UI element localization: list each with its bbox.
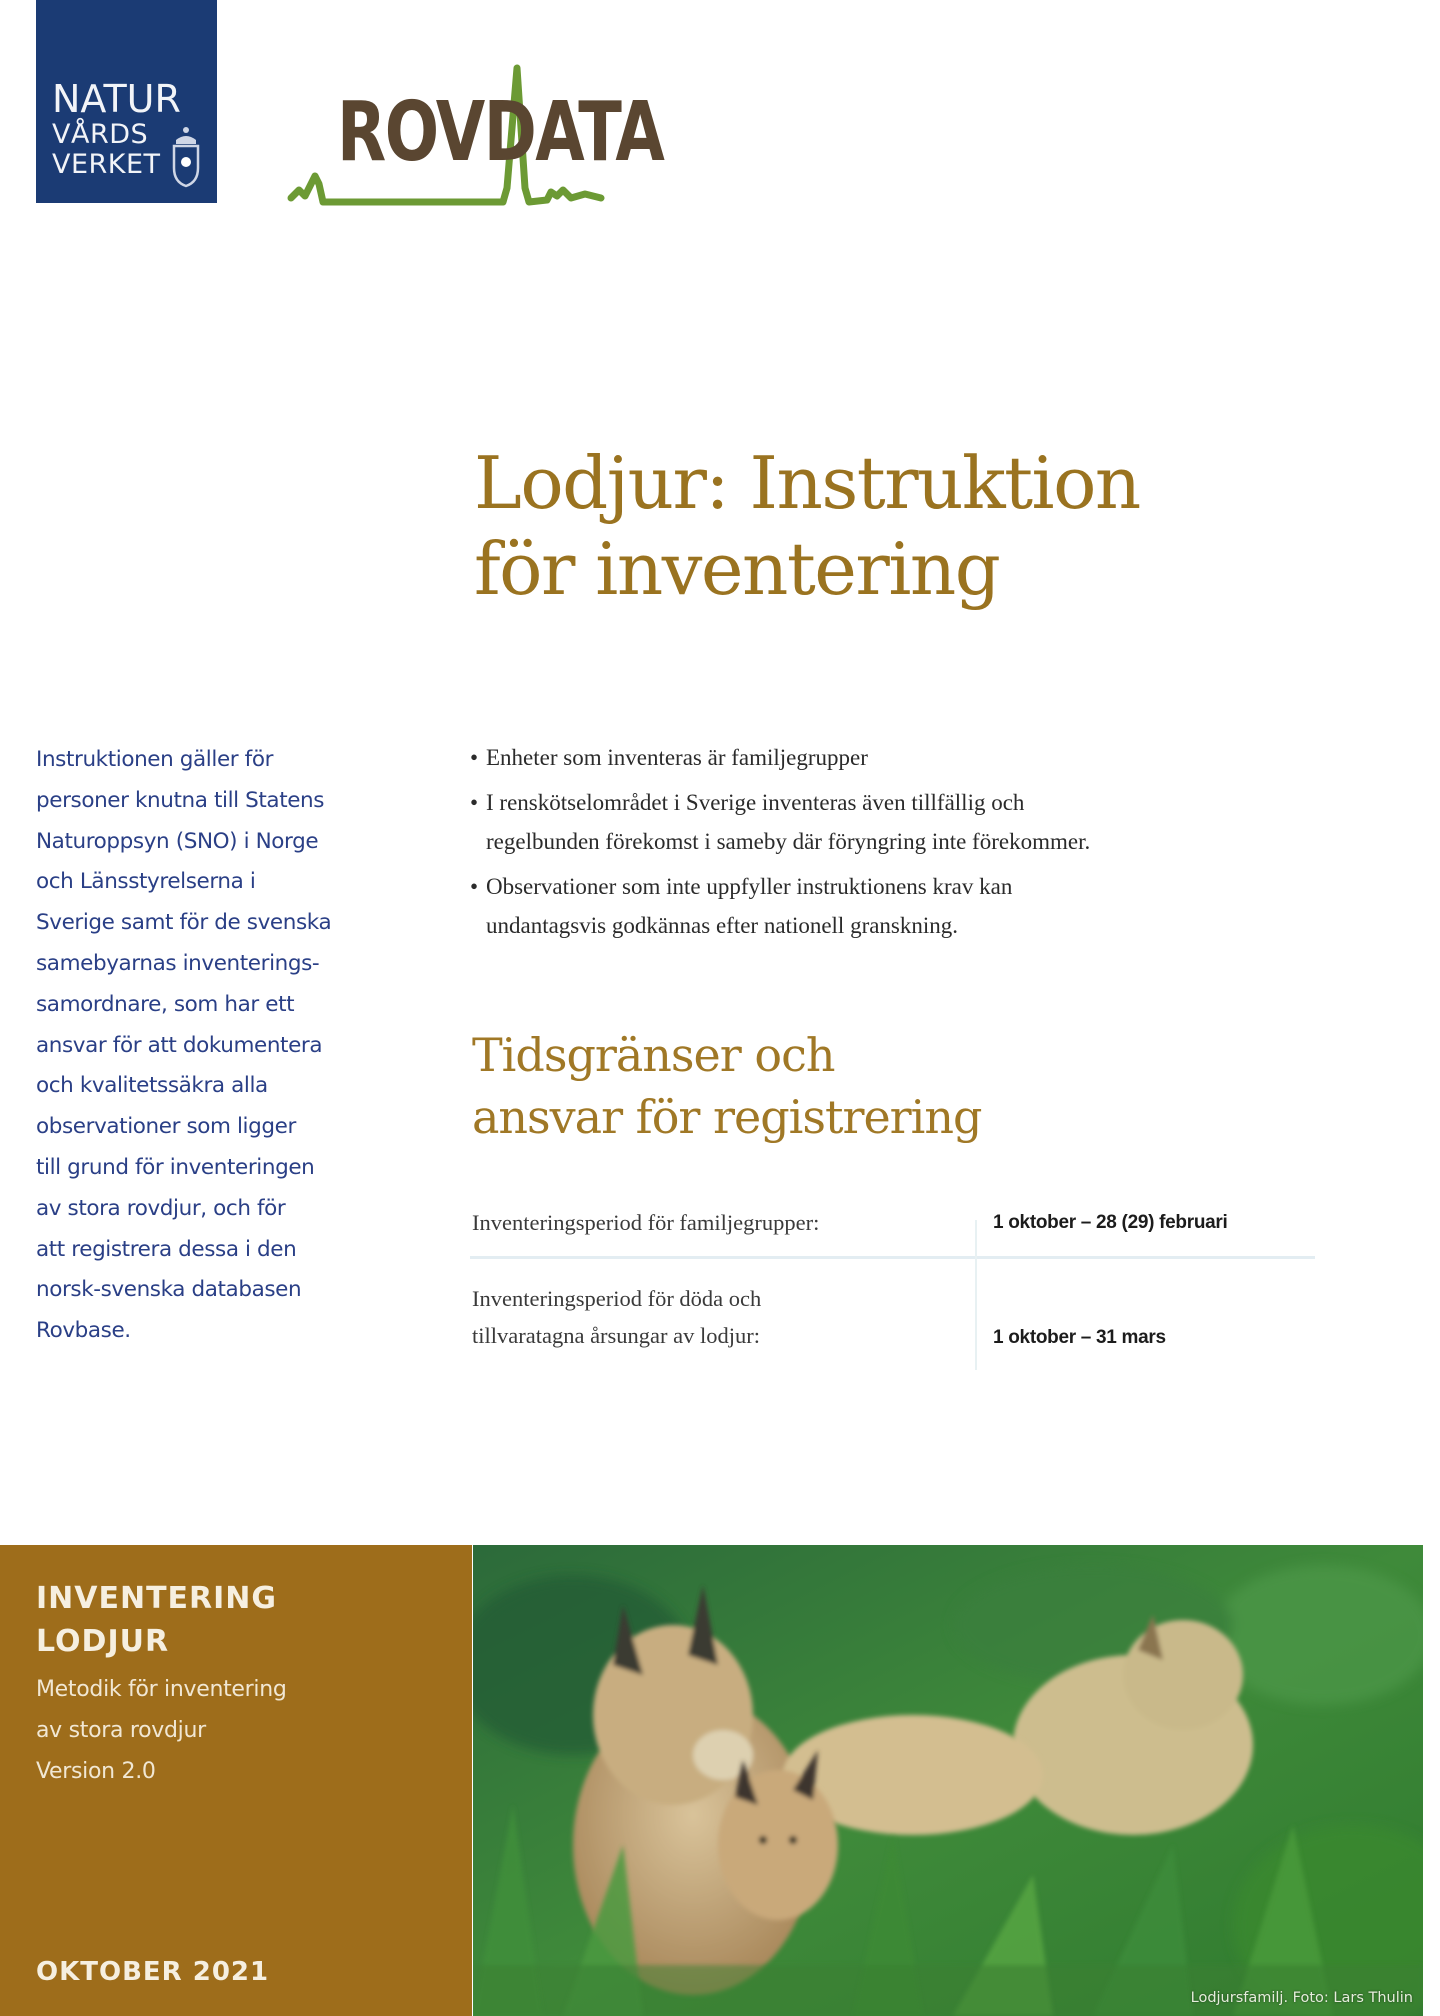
version-label: Version 2.0: [36, 1759, 156, 1784]
rovdata-wordmark: ROVDATA: [337, 85, 664, 180]
logo-line-natur: NATUR: [52, 77, 181, 121]
bullet-list: [470, 738, 1350, 951]
logo-line-verket: VERKET: [52, 149, 161, 180]
intro-line: samebyarnas inventerings-: [36, 950, 320, 976]
section-heading: [472, 1024, 1172, 1148]
intro-line: personer knutna till Statens: [36, 787, 325, 813]
periods-table: [470, 1190, 1320, 1380]
heading-line-2: ansvar för registrering: [472, 1090, 982, 1144]
intro-line: till grund för inventeringen: [36, 1154, 315, 1180]
title-line-2: för inventering: [474, 527, 1000, 611]
table-row-divider: [470, 1256, 1315, 1259]
intro-line: norsk-svenska databasen: [36, 1277, 302, 1303]
subtitle-line: av stora rovdjur: [36, 1718, 206, 1743]
crest-icon: [168, 124, 204, 188]
series-title-line-1: INVENTERING: [36, 1581, 278, 1616]
intro-line: och Länsstyrelserna i: [36, 869, 256, 895]
intro-line: ansvar för att dokumentera: [36, 1032, 323, 1058]
intro-text: [36, 740, 416, 1352]
table-row-value: 1 oktober – 28 (29) februari: [993, 1212, 1228, 1233]
bullet-dot-icon: •: [470, 790, 479, 815]
document-title: [474, 440, 1374, 612]
table-column-divider: [975, 1220, 977, 1370]
intro-line: Naturoppsyn (SNO) i Norge: [36, 828, 319, 854]
title-line-1: Lodjur: Instruktion: [474, 441, 1140, 525]
intro-line: av stora rovdjur, och för: [36, 1195, 286, 1221]
intro-line: att registrera dessa i den: [36, 1236, 297, 1262]
label-line: tillvaratagna årsungar av lodjur:: [472, 1323, 761, 1348]
intro-line: samordnare, som har ett: [36, 991, 295, 1017]
bullet-text: Observationer som inte uppfyller instruktionens krav kan: [486, 874, 1013, 899]
bullet-text: I renskötselområdet i Sverige inventeras även tillfällig och: [486, 790, 1025, 815]
label-line: Inventeringsperiod för familjegrupper:: [472, 1210, 820, 1235]
label-line: Inventeringsperiod för döda och: [472, 1286, 762, 1311]
bullet-item: [470, 867, 1350, 945]
table-row-label: [472, 1204, 819, 1241]
intro-line: Rovbase.: [36, 1318, 131, 1344]
lynx-family-photo: [473, 1545, 1423, 2016]
bullet-text: regelbunden förekomst i sameby där föryngring inte förekommer.: [486, 829, 1091, 854]
photo-illustration: [473, 1545, 1423, 2016]
bullet-item: [470, 738, 1350, 777]
heading-line-1: Tidsgränser och: [472, 1028, 835, 1082]
publication-date: OKTOBER 2021: [36, 1957, 270, 1987]
table-row-label: [472, 1280, 761, 1354]
rovdata-logo: [285, 60, 664, 210]
photo-caption: Lodjursfamilj. Foto: Lars Thulin: [1190, 1990, 1413, 2006]
logo-line-vards: VÅRDS: [52, 119, 149, 150]
intro-line: observationer som ligger: [36, 1114, 296, 1140]
bullet-text: Enheter som inventeras är familjegrupper: [486, 745, 868, 770]
subtitle-line: Metodik för inventering: [36, 1677, 287, 1702]
bullet-item: [470, 783, 1350, 861]
bullet-dot-icon: •: [470, 745, 479, 770]
intro-line: Instruktionen gäller för: [36, 747, 274, 772]
series-subtitle: [36, 1669, 287, 1792]
bullet-dot-icon: •: [470, 874, 479, 899]
naturvardsverket-logo: [36, 0, 217, 203]
intro-line: Sverige samt för de svenska: [36, 910, 332, 936]
series-title-line-2: LODJUR: [36, 1624, 170, 1659]
footer-band: [0, 1545, 472, 2016]
series-title: [36, 1577, 277, 1663]
intro-line: och kvalitetssäkra alla: [36, 1073, 268, 1099]
bullet-text: undantagsvis godkännas efter nationell granskning.: [486, 913, 959, 938]
table-row-value: 1 oktober – 31 mars: [993, 1327, 1166, 1348]
